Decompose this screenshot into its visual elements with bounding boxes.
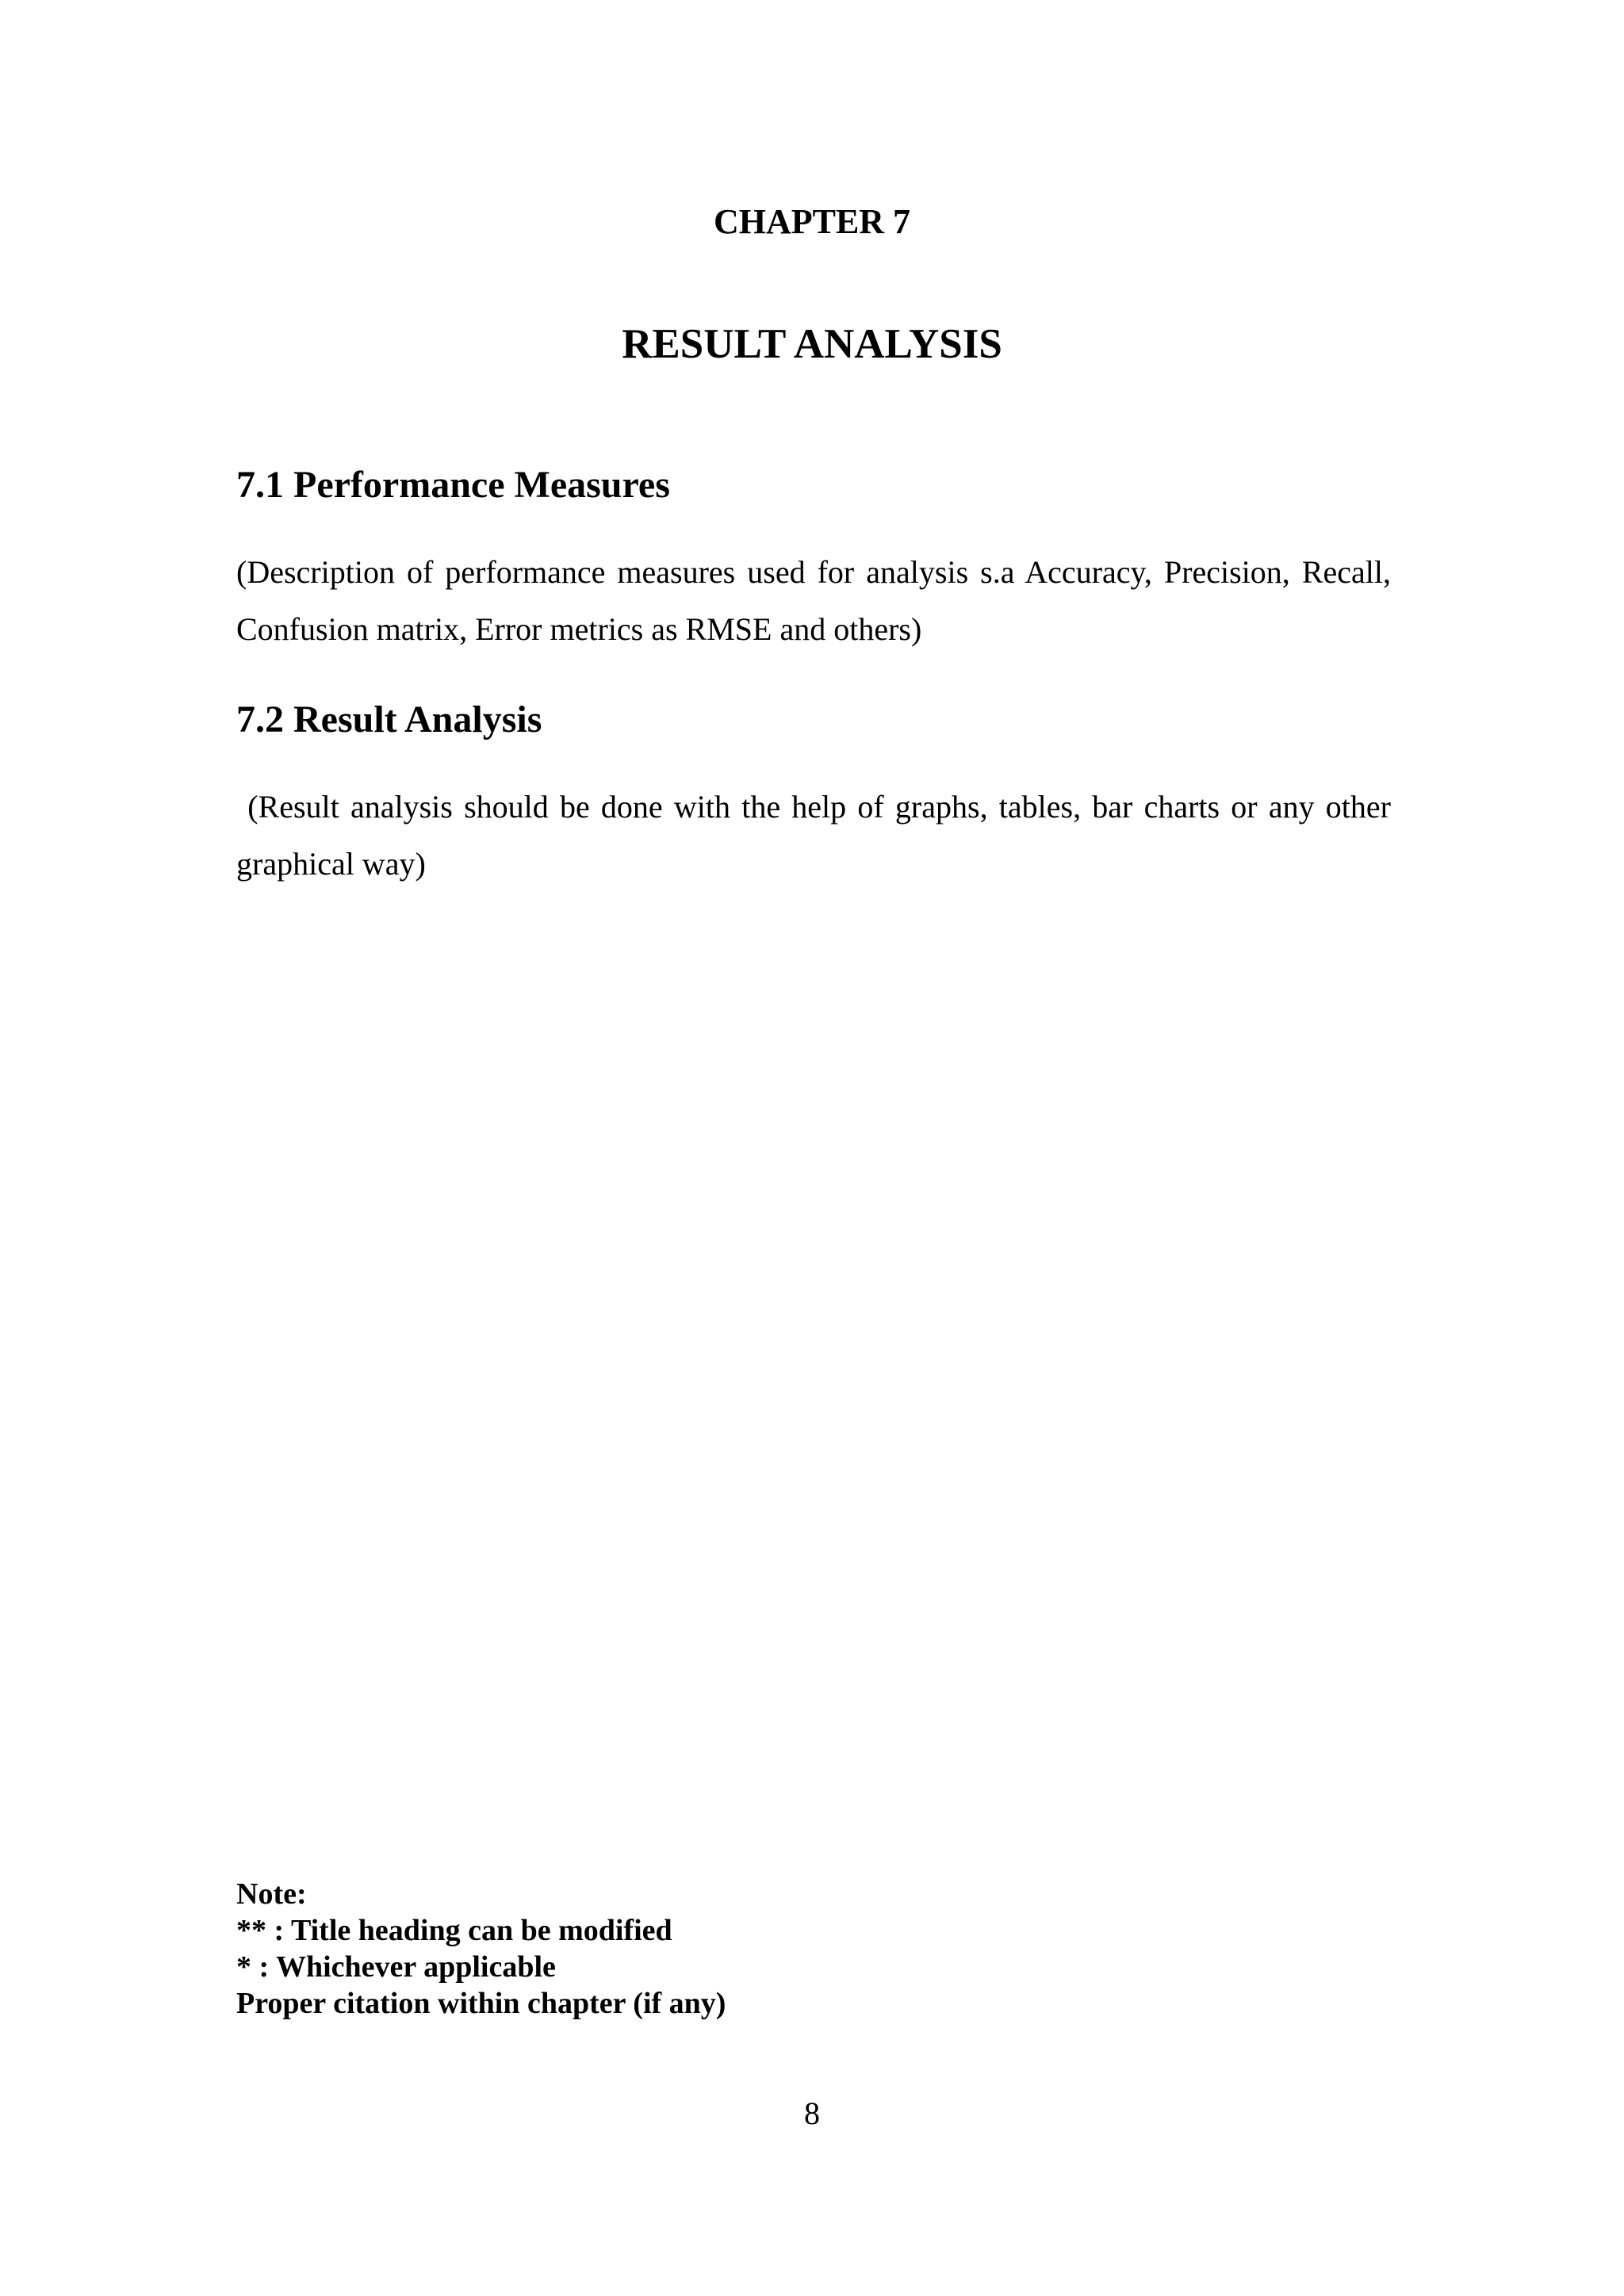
section-body-result-analysis: (Result analysis should be done with the help of graphs, tables, bar charts or any other graphical way) (236, 789, 1399, 882)
note-line: * : Whichever applicable (236, 1950, 556, 1984)
notes-block (236, 1876, 726, 2022)
note-line: ** : Title heading can be modified (236, 1914, 672, 1947)
notes-title: Note: (236, 1877, 307, 1911)
page-number: 8 (804, 2095, 820, 2131)
chapter-title: RESULT ANALYSIS (622, 321, 1002, 367)
note-line: Proper citation within chapter (if any) (236, 1987, 726, 2020)
chapter-label: CHAPTER 7 (713, 202, 911, 241)
section-body-performance-measures: (Description of performance measures used for analysis s.a Accuracy, Precision, Recall, Confusion matrix, Error metrics as RMSE and others) (236, 554, 1391, 647)
section-heading-performance-measures: 7.1 Performance Measures (236, 464, 670, 506)
section-heading-result-analysis: 7.2 Result Analysis (236, 698, 542, 740)
